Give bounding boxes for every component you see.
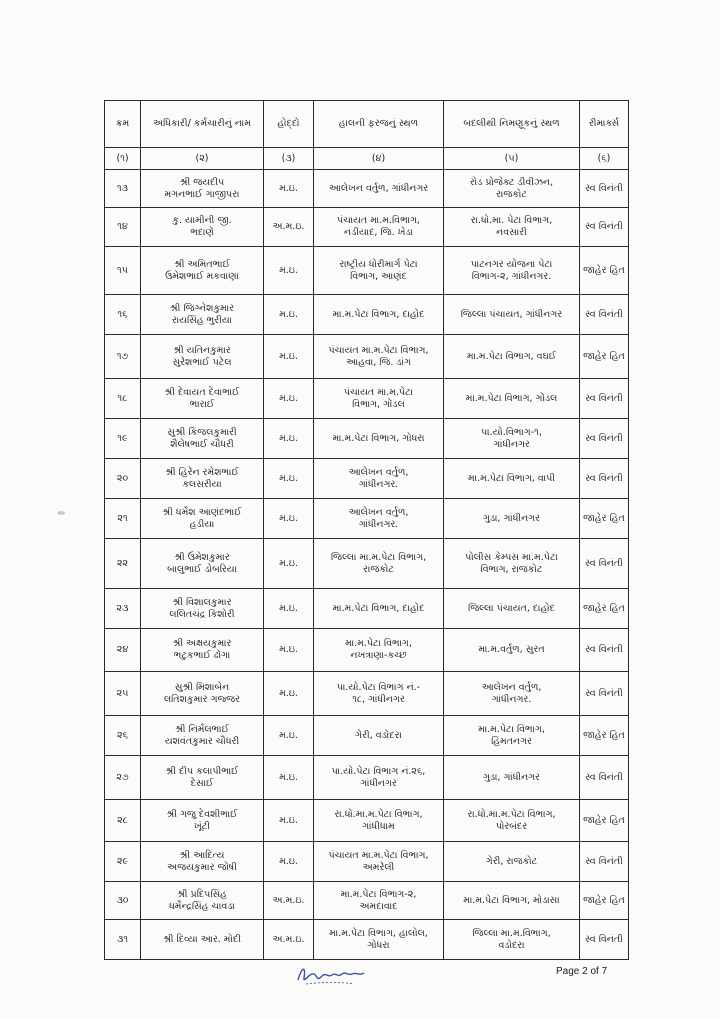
cell-name: શ્રી યતિનકુમાર સુરેશભાઈ પટેલ bbox=[141, 335, 264, 379]
cell-sr: ૨૬ bbox=[105, 716, 141, 756]
cell-name: સુશ્રી મિશાબેન લતિશકુમાર ગજ્જર bbox=[141, 672, 264, 716]
cell-designation: મ.ઇ. bbox=[264, 800, 314, 842]
cell-remarks: સ્વ વિનંતી bbox=[580, 379, 629, 419]
cell-designation: મ.ઇ. bbox=[264, 499, 314, 539]
cell-designation: મ.ઇ. bbox=[264, 335, 314, 379]
cell-cur: ગેરી, વડોદરા bbox=[314, 716, 444, 756]
cell-designation: મ.ઇ. bbox=[264, 756, 314, 800]
table-row bbox=[105, 589, 629, 629]
cell-sr: ૨૯ bbox=[105, 842, 141, 882]
cell-cur: આલેખન વર્તુળ, ગાંધીનગર. bbox=[314, 459, 444, 499]
cell-sr: ૧૯ bbox=[105, 419, 141, 459]
cell-sr: ૨૪ bbox=[105, 629, 141, 672]
header-transfer-place: બદલીથી નિમણૂકનું સ્થળ bbox=[444, 101, 580, 148]
cell-remarks: સ્વ વિનંતી bbox=[580, 295, 629, 335]
column-number: (૨) bbox=[141, 148, 264, 170]
table-row bbox=[105, 756, 629, 800]
cell-new: જિલ્લા પંચાયત, ગાંધીનગર bbox=[444, 295, 580, 335]
cell-remarks: જાહેર હિત bbox=[580, 589, 629, 629]
cell-designation: અ.મ.ઇ. bbox=[264, 208, 314, 247]
cell-new: મા.મ.વર્તુળ, સુરત bbox=[444, 629, 580, 672]
table-row bbox=[105, 716, 629, 756]
cell-sr: ૧૫ bbox=[105, 247, 141, 295]
cell-name: શ્રી દીપ કલાપીભાઈ દેસાઈ bbox=[141, 756, 264, 800]
cell-cur: પા.યો.પેટા વિભાગ નં.૨૬, ગાંધીનગર bbox=[314, 756, 444, 800]
table-row bbox=[105, 629, 629, 672]
cell-cur: પંચાયત મા.મ.પેટા વિભાગ, અમરેલી bbox=[314, 842, 444, 882]
cell-sr: ૧૪ bbox=[105, 208, 141, 247]
header-name: અધિકારી/ કર્મચારીનું નામ bbox=[141, 101, 264, 148]
cell-designation: મ.ઇ. bbox=[264, 459, 314, 499]
column-number-row bbox=[105, 148, 629, 170]
cell-new: મા.મ.પેટા વિભાગ, હિંમતનગર bbox=[444, 716, 580, 756]
cell-new: જિલ્લા પંચાયત, દાહોદ bbox=[444, 589, 580, 629]
cell-sr: ૨૦ bbox=[105, 459, 141, 499]
cell-new: પાટનગર યોજના પેટા વિભાગ-૨, ગાંધીનગર. bbox=[444, 247, 580, 295]
cell-cur: પંચાયત મા.મ.પેટા વિભાગ, આહવા, જિ. ડાંગ bbox=[314, 335, 444, 379]
cell-designation: મ.ઇ. bbox=[264, 589, 314, 629]
cell-name: શ્રી પ્રદિપસિંહ ધર્મેન્દ્રસિંહ ચાવડા bbox=[141, 882, 264, 920]
cell-new: રોડ પ્રોજેક્ટ ડીવીઝન, રાજકોટ bbox=[444, 170, 580, 208]
table-row bbox=[105, 672, 629, 716]
cell-remarks: જાહેર હિત bbox=[580, 335, 629, 379]
cell-designation: મ.ઇ. bbox=[264, 170, 314, 208]
cell-remarks: સ્વ વિનંતી bbox=[580, 459, 629, 499]
cell-name: શ્રી જિગ્નેશકુમાર રાયસિંહ ભુરીયા bbox=[141, 295, 264, 335]
cell-remarks: સ્વ વિનંતી bbox=[580, 842, 629, 882]
cell-name: શ્રી અક્ષયકુમાર ભટુકભાઈ ઢોંગા bbox=[141, 629, 264, 672]
cell-sr: ૩૧ bbox=[105, 920, 141, 960]
cell-designation: અ.મ.ઇ. bbox=[264, 882, 314, 920]
cell-new: પા.યો.વિભાગ-૧, ગાંધીનગર bbox=[444, 419, 580, 459]
cell-cur: આલેખન વર્તુળ, ગાંધીનગર. bbox=[314, 499, 444, 539]
cell-new: મા.મ.પેટા વિભાગ, વઘઈ bbox=[444, 335, 580, 379]
table-row bbox=[105, 842, 629, 882]
cell-sr: ૧૮ bbox=[105, 379, 141, 419]
cell-new: જિલ્લા મા.મ.વિભાગ, વડોદરા bbox=[444, 920, 580, 960]
cell-name: શ્રી જયદીપ મગનભાઈ ગાજીપરા bbox=[141, 170, 264, 208]
cell-remarks: સ્વ વિનંતી bbox=[580, 756, 629, 800]
cell-remarks: જાહેર હિત bbox=[580, 716, 629, 756]
cell-designation: મ.ઇ. bbox=[264, 842, 314, 882]
header-designation: હોદ્દો bbox=[264, 101, 314, 148]
cell-designation: અ.મ.ઇ. bbox=[264, 920, 314, 960]
cell-remarks: જાહેર હિત bbox=[580, 800, 629, 842]
cell-cur: મા.મ.પેટા વિભાગ, દાહોદ bbox=[314, 295, 444, 335]
cell-cur: પંચાયત મા.મ.વિભાગ, નડીયાદ, જિ. ખેડા bbox=[314, 208, 444, 247]
cell-designation: મ.ઇ. bbox=[264, 419, 314, 459]
cell-new: મા.મ.પેટા વિભાગ, વાપી bbox=[444, 459, 580, 499]
cell-designation: મ.ઇ. bbox=[264, 295, 314, 335]
column-number: (૧) bbox=[105, 148, 141, 170]
table-body bbox=[105, 170, 629, 960]
cell-cur: પંચાયત મા.મ.પેટા વિભાગ, ગોંડલ bbox=[314, 379, 444, 419]
page-number: Page 2 of 7 bbox=[556, 966, 608, 977]
cell-name: શ્રી દેવાયત દેવાભાઈ ભારાઈ bbox=[141, 379, 264, 419]
column-number: (૬) bbox=[580, 148, 629, 170]
cell-name: શ્રી નિર્મલભાઈ યશવંતકુમાર ચૌધરી bbox=[141, 716, 264, 756]
cell-cur: મા.મ.પેટા વિભાગ-૨, અમદાવાદ bbox=[314, 882, 444, 920]
header-sr: ક્રમ bbox=[105, 101, 141, 148]
table-row bbox=[105, 295, 629, 335]
table-row bbox=[105, 379, 629, 419]
cell-sr: ૧૭ bbox=[105, 335, 141, 379]
cell-new: મા.મ.પેટા વિભાગ, ગોંડલ bbox=[444, 379, 580, 419]
cell-name: શ્રી ધર્મેશ આણંદભાઈ હડીયા bbox=[141, 499, 264, 539]
cell-sr: ૨૨ bbox=[105, 539, 141, 589]
cell-remarks: સ્વ વિનંતી bbox=[580, 920, 629, 960]
cell-sr: ૨૭ bbox=[105, 756, 141, 800]
cell-name: શ્રી દિવ્યા આર. મોદી bbox=[141, 920, 264, 960]
table-row bbox=[105, 539, 629, 589]
column-number: (૫) bbox=[444, 148, 580, 170]
cell-name: કુ. યામીની જી. ભદાણે bbox=[141, 208, 264, 247]
cell-remarks: જાહેર હિત bbox=[580, 499, 629, 539]
cell-designation: મ.ઇ. bbox=[264, 379, 314, 419]
cell-new: મા.મ.પેટા વિભાગ, મોડાસા bbox=[444, 882, 580, 920]
cell-cur: મા.મ.પેટા વિભાગ, હાલોલ, ગોધરા bbox=[314, 920, 444, 960]
cell-sr: ૨૩ bbox=[105, 589, 141, 629]
cell-cur: આલેખન વર્તુળ, ગાંધીનગર bbox=[314, 170, 444, 208]
cell-designation: મ.ઇ. bbox=[264, 539, 314, 589]
cell-sr: ૧૬ bbox=[105, 295, 141, 335]
cell-sr: ૨૧ bbox=[105, 499, 141, 539]
header-remarks: રીમાર્ક્સ bbox=[580, 101, 629, 148]
table-row bbox=[105, 335, 629, 379]
cell-sr: ૩૦ bbox=[105, 882, 141, 920]
cell-name: સુશ્રી કિંજલકુમારી શૈલેષભાઈ ચૌધરી bbox=[141, 419, 264, 459]
cell-name: શ્રી ગજુ દેવશીભાઈ ખૂંટી bbox=[141, 800, 264, 842]
cell-cur: મા.મ.પેટા વિભાગ, દાહોદ bbox=[314, 589, 444, 629]
cell-name: શ્રી હિરેન રમેશભાઈ કલસરીયા bbox=[141, 459, 264, 499]
cell-new: ગેરી, રાજકોટ bbox=[444, 842, 580, 882]
table-row bbox=[105, 247, 629, 295]
column-number: (૩) bbox=[264, 148, 314, 170]
cell-designation: મ.ઇ. bbox=[264, 672, 314, 716]
cell-remarks: જાહેર હિત bbox=[580, 247, 629, 295]
table-row bbox=[105, 208, 629, 247]
cell-new: ગુડા, ગાંધીનગર bbox=[444, 499, 580, 539]
cell-remarks: સ્વ વિનંતી bbox=[580, 419, 629, 459]
cell-cur: રાષ્ટ્રીય ધોરીમાર્ગ પેટા વિભાગ, આણંદ bbox=[314, 247, 444, 295]
cell-remarks: સ્વ વિનંતી bbox=[580, 629, 629, 672]
cell-remarks: જાહેર હિત bbox=[580, 882, 629, 920]
cell-name: શ્રી અમિતભાઈ ઉમેશભાઈ મકવાણા bbox=[141, 247, 264, 295]
cell-new: આલેખન વર્તુળ, ગાંધીનગર. bbox=[444, 672, 580, 716]
table-row bbox=[105, 882, 629, 920]
cell-sr: ૧૩ bbox=[105, 170, 141, 208]
cell-new: ગુડા, ગાંધીનગર bbox=[444, 756, 580, 800]
header-row bbox=[105, 101, 629, 148]
scan-smudge bbox=[56, 510, 66, 516]
header-current-place: હાલની ફરજનું સ્થળ bbox=[314, 101, 444, 148]
cell-name: શ્રી વિશાલકુમાર લલિતચંદ્ર કિશોરી bbox=[141, 589, 264, 629]
cell-cur: પા.યો.પેટા વિભાગ નં.- ૧૮, ગાંધીનગર bbox=[314, 672, 444, 716]
cell-name: શ્રી ઉમેશકુમાર બાલુભાઈ ડોબરિયા bbox=[141, 539, 264, 589]
table-row bbox=[105, 499, 629, 539]
column-number: (૪) bbox=[314, 148, 444, 170]
cell-new: પોલીસ કેમ્પસ મા.મ.પેટા વિભાગ, રાજકોટ bbox=[444, 539, 580, 589]
cell-cur: મા.મ.પેટા વિભાગ, ગોધરા bbox=[314, 419, 444, 459]
cell-remarks: સ્વ વિનંતી bbox=[580, 539, 629, 589]
cell-cur: રા.ધો.મા.મ.પેટા વિભાગ, ગાંધીધામ bbox=[314, 800, 444, 842]
table-row bbox=[105, 459, 629, 499]
cell-sr: ૨૫ bbox=[105, 672, 141, 716]
cell-new: રા.ધો.મા.મ.પેટા વિભાગ, પોરબંદર bbox=[444, 800, 580, 842]
cell-designation: મ.ઇ. bbox=[264, 247, 314, 295]
cell-designation: મ.ઇ. bbox=[264, 716, 314, 756]
table-row bbox=[105, 800, 629, 842]
cell-cur: મા.મ.પેટા વિભાગ, નખત્રાણા-કચ્છ bbox=[314, 629, 444, 672]
table-row bbox=[105, 419, 629, 459]
cell-remarks: સ્વ વિનંતી bbox=[580, 170, 629, 208]
signature-image bbox=[292, 960, 372, 988]
cell-cur: જિલ્લા મા.મ.પેટા વિભાગ, રાજકોટ bbox=[314, 539, 444, 589]
cell-new: રા.ધો.મા. પેટા વિભાગ, નવસારી bbox=[444, 208, 580, 247]
table-row bbox=[105, 920, 629, 960]
cell-remarks: સ્વ વિનંતી bbox=[580, 208, 629, 247]
cell-sr: ૨૮ bbox=[105, 800, 141, 842]
cell-name: શ્રી આદિત્ય અજયકુમાર જોષી bbox=[141, 842, 264, 882]
transfer-table bbox=[104, 100, 629, 960]
cell-remarks: સ્વ વિનંતી bbox=[580, 672, 629, 716]
cell-designation: મ.ઇ. bbox=[264, 629, 314, 672]
table-row bbox=[105, 170, 629, 208]
